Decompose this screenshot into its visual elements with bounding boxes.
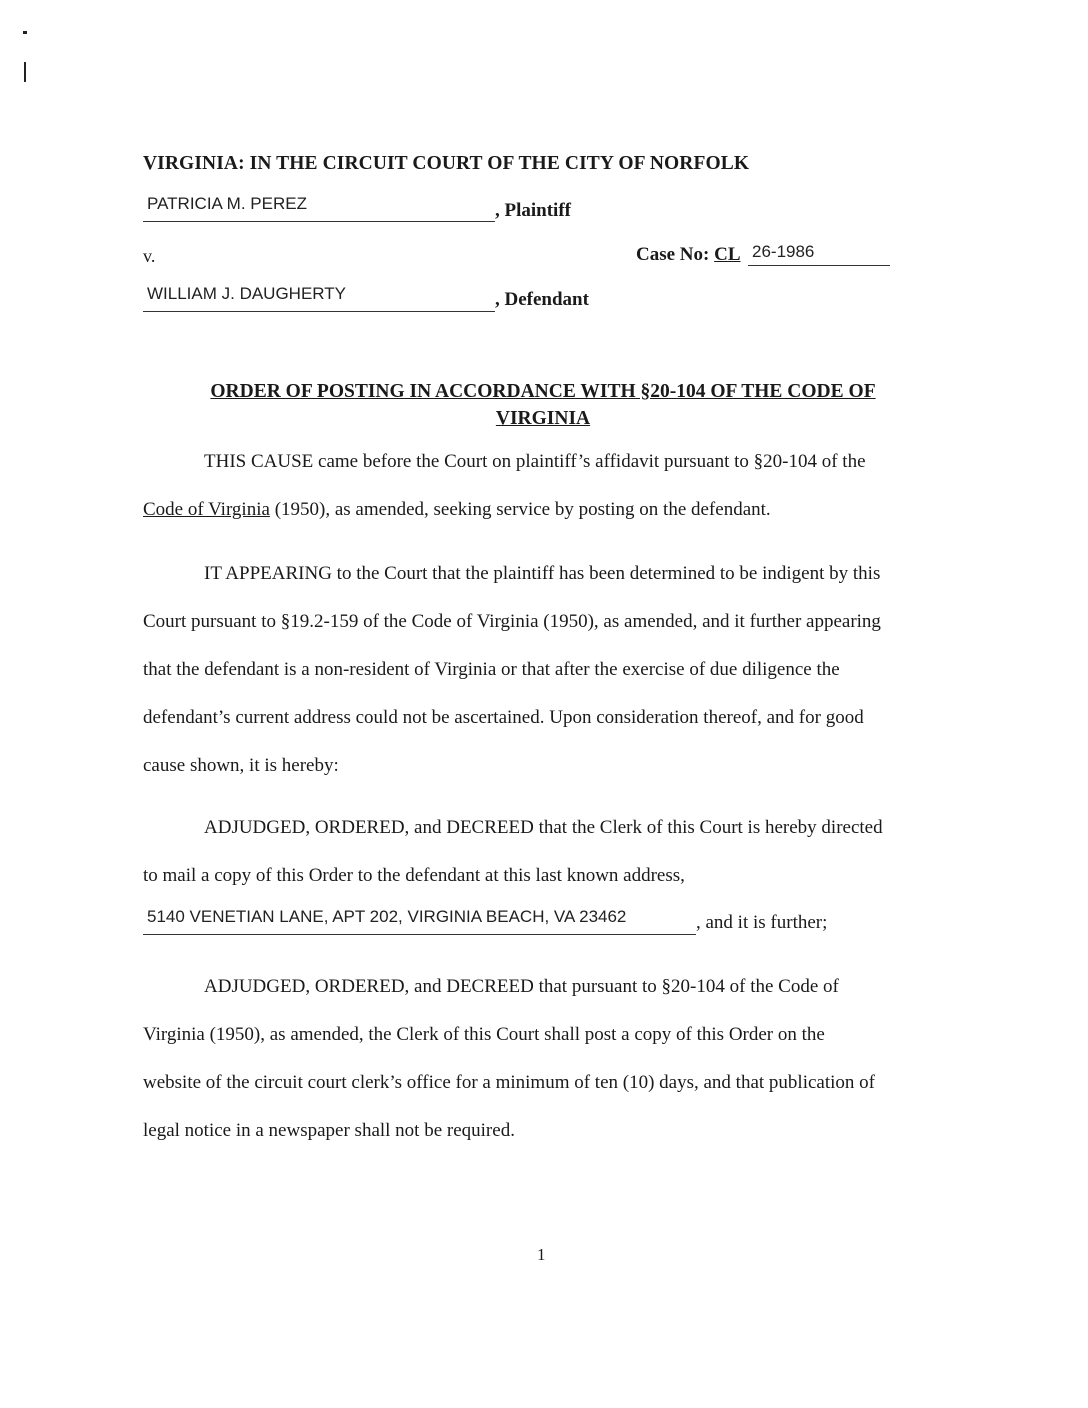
paragraph-line: website of the circuit court clerk’s office for a minimum of ten (10) days, and that publication of [143, 1072, 875, 1093]
versus: v. [143, 246, 156, 266]
address-continuation: , and it is further; [696, 912, 828, 933]
paragraph-line: that the defendant is a non-resident of Virginia or that after the exercise of due diligence the [143, 659, 840, 680]
case-prefix: CL [714, 244, 741, 265]
paragraph-line: legal notice in a newspaper shall not be required. [143, 1120, 515, 1141]
paragraph-mail-order [143, 804, 943, 900]
paragraph-post-order [143, 963, 943, 1155]
paragraph-this-cause [143, 438, 943, 534]
paragraph-line: Court pursuant to §19.2-159 of the Code of Virginia (1950), as amended, and it further appearing [143, 611, 881, 632]
address-fill-line [143, 934, 696, 935]
case-number: 26-1986 [752, 242, 815, 261]
paragraph-line: to mail a copy of this Order to the defendant at this last known address, [143, 865, 685, 886]
case-number-label [636, 244, 741, 266]
page-number: 1 [537, 1245, 546, 1264]
case-label-text: Case No: [636, 244, 715, 265]
scan-speck [24, 62, 26, 82]
paragraph-line: cause shown, it is hereby: [143, 755, 339, 776]
court-heading: VIRGINIA: IN THE CIRCUIT COURT OF THE CITY OF NORFOLK [143, 153, 750, 174]
paragraph-line: ADJUDGED, ORDERED, and DECREED that pursuant to §20-104 of the Code of [204, 976, 839, 997]
paragraph-line: defendant’s current address could not be ascertained. Upon consideration thereof, and for good [143, 707, 864, 728]
paragraph-line: THIS CAUSE came before the Court on plaintiff’s affidavit pursuant to §20-104 of the [204, 451, 866, 472]
paragraph-line-text: (1950), as amended, seeking service by posting on the defendant. [269, 499, 771, 520]
order-title [143, 378, 943, 432]
plaintiff-name: PATRICIA M. PEREZ [147, 194, 307, 213]
paragraph-it-appearing [143, 550, 943, 790]
order-title-line-1: ORDER OF POSTING IN ACCORDANCE WITH §20-104 OF THE CODE OF [210, 381, 876, 402]
paragraph-line: ADJUDGED, ORDERED, and DECREED that the Clerk of this Court is hereby directed [204, 817, 883, 838]
case-number-fill-line [748, 265, 890, 266]
defendant-fill-line [143, 311, 495, 312]
order-title-line-2: VIRGINIA [495, 408, 591, 429]
scan-speck [23, 31, 27, 34]
plaintiff-fill-line [143, 221, 495, 222]
paragraph-line: IT APPEARING to the Court that the plaintiff has been determined to be indigent by this [204, 563, 881, 584]
plaintiff-label: , Plaintiff [495, 200, 571, 221]
defendant-address: 5140 VENETIAN LANE, APT 202, VIRGINIA BEACH, VA 23462 [147, 907, 627, 926]
paragraph-line [143, 486, 943, 534]
code-of-virginia-reference: Code of Virginia [143, 499, 270, 520]
defendant-name: WILLIAM J. DAUGHERTY [147, 284, 346, 303]
defendant-label: , Defendant [495, 289, 589, 310]
paragraph-line: Virginia (1950), as amended, the Clerk of this Court shall post a copy of this Order on the [143, 1024, 825, 1045]
